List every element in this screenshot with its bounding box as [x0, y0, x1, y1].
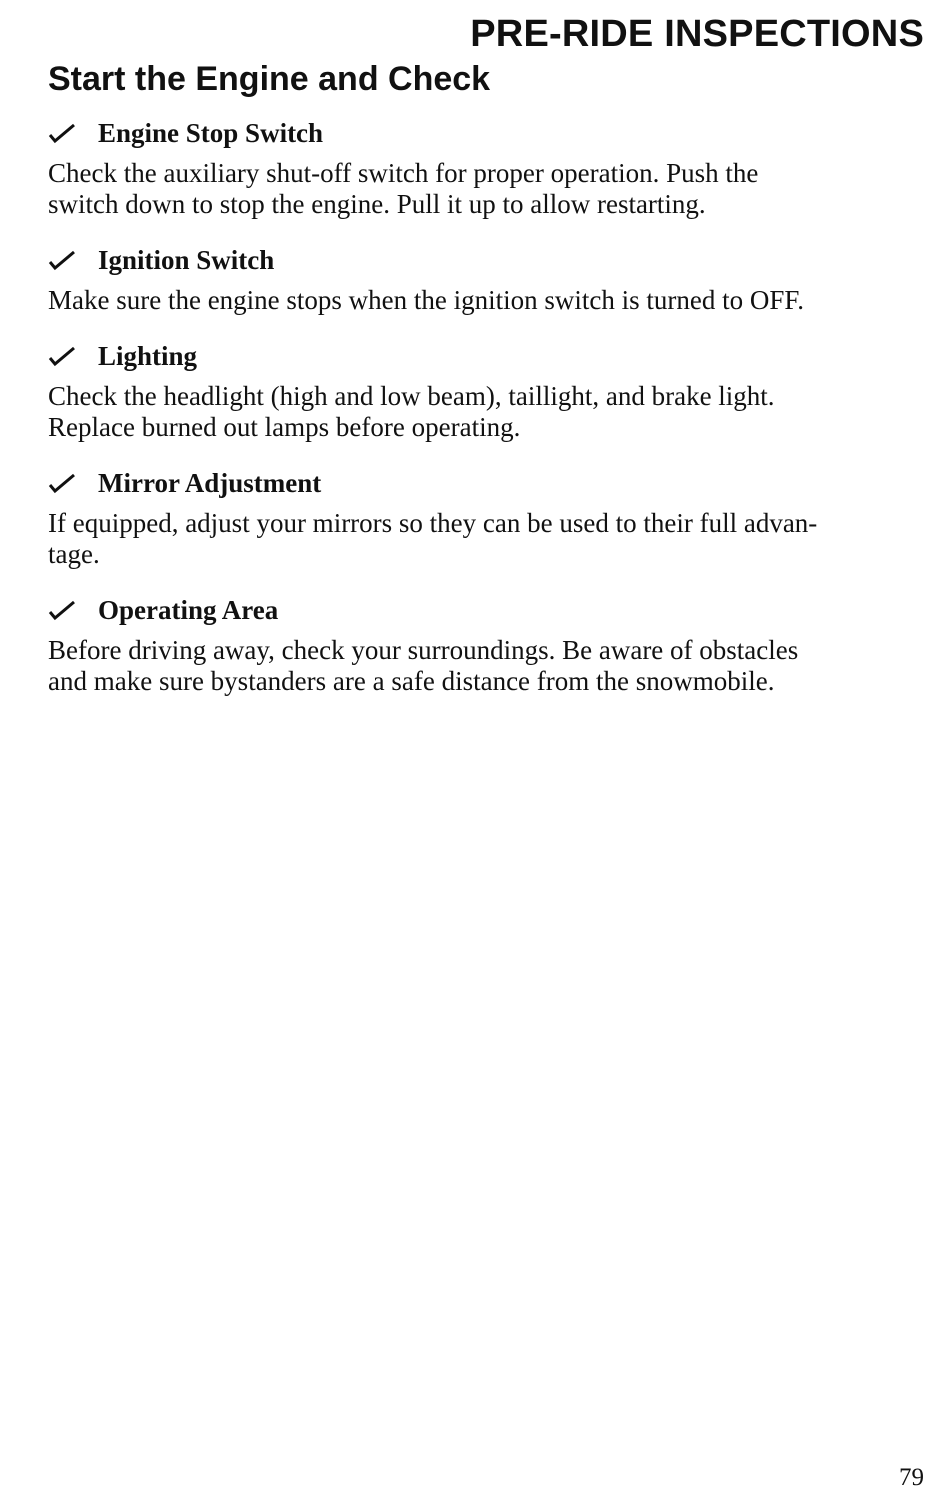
checklist-item-engine-stop-switch: [48, 112, 918, 220]
checkmark-icon: [48, 345, 98, 367]
checklist-item-heading: Lighting: [98, 341, 198, 371]
description-line: Check the auxiliary shut-off switch for proper operation. Push the: [48, 158, 759, 188]
description-line: Check the headlight (high and low beam), taillight, and brake light.: [48, 381, 775, 411]
checklist-item-description: [48, 381, 918, 443]
checklist-item-heading: Operating Area: [98, 595, 279, 625]
chapter-title: PRE-RIDE INSPECTIONS: [470, 13, 924, 55]
description-line: switch down to stop the engine. Pull it up to allow restarting.: [48, 189, 706, 219]
checklist-item-operating-area: [48, 589, 918, 697]
checklist-item-heading: Mirror Adjustment: [98, 468, 322, 498]
checklist-item-header: [48, 335, 918, 377]
checklist-item-lighting: [48, 335, 918, 443]
checklist-item-header: [48, 112, 918, 154]
page-number: 79: [899, 1464, 924, 1491]
checklist: [48, 112, 918, 716]
description-line: Make sure the engine stops when the ignition switch is turned to OFF.: [48, 285, 804, 315]
checklist-item-description: [48, 635, 918, 697]
checklist-item-header: [48, 239, 918, 281]
checkmark-icon: [48, 122, 98, 144]
description-line: If equipped, adjust your mirrors so they can be used to their full advan-: [48, 508, 818, 538]
description-line: Before driving away, check your surroundings. Be aware of obstacles: [48, 635, 799, 665]
checkmark-icon: [48, 599, 98, 621]
description-line: and make sure bystanders are a safe distance from the snowmobile.: [48, 666, 775, 696]
checklist-item-heading: Ignition Switch: [98, 245, 275, 275]
checklist-item-description: [48, 285, 918, 316]
checkmark-icon: [48, 472, 98, 494]
description-line: Replace burned out lamps before operating.: [48, 412, 521, 442]
checklist-item-description: [48, 158, 918, 220]
checklist-item-heading: Engine Stop Switch: [98, 118, 324, 148]
checklist-item-header: [48, 462, 918, 504]
checklist-item-header: [48, 589, 918, 631]
checkmark-icon: [48, 249, 98, 271]
checklist-item-mirror-adjustment: [48, 462, 918, 570]
section-title: Start the Engine and Check: [48, 60, 491, 98]
checklist-item-description: [48, 508, 918, 570]
checklist-item-ignition-switch: [48, 239, 918, 316]
description-line: tage.: [48, 539, 100, 569]
